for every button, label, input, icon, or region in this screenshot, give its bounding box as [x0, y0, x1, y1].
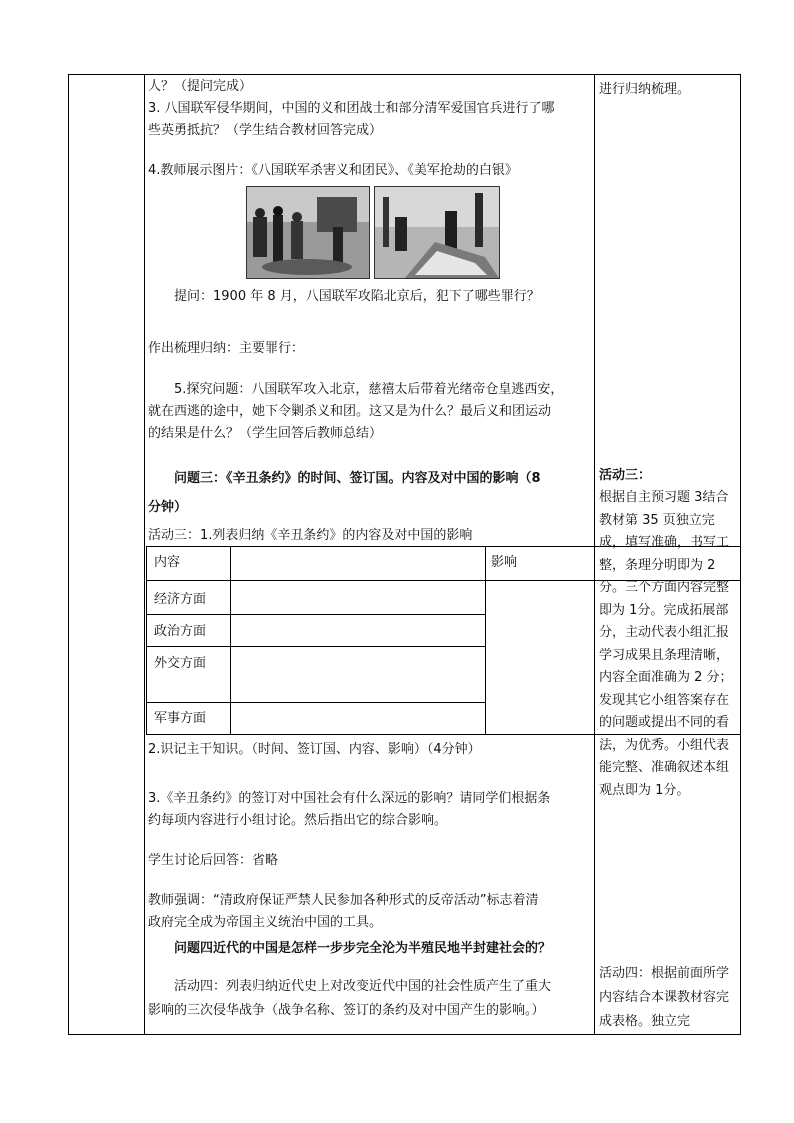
text-line: 提问：1900 年 8 月，八国联军攻陷北京后，犯下了哪些罪行？ [174, 289, 540, 304]
text-line: 约每项内容进行小组讨论。然后指出它的综合影响。 [148, 813, 448, 828]
table-header-content: 内容 [154, 555, 181, 570]
side-activity-three-title: 活动三： [599, 468, 652, 483]
table-row-economic: 经济方面 [154, 592, 207, 607]
table-row-diplomatic: 外交方面 [154, 656, 207, 671]
table-row-political: 政治方面 [154, 624, 207, 639]
side-activity-three-body: 根据自主预习题 3结合教材第 35 页独立完成，填写准确，书写工整，条理分明即为 2分。三个方面内容完整即为 1分。完成拓展部分，主动代表小组汇报学习成果且条理清晰，内容全面准确为 2 分；发现其它小组答案存在的问题或提出不同的看法，为优秀。小组代表能完整、准确叙述本组观点即为 1分。 [599, 490, 733, 798]
table-row-military: 军事方面 [154, 711, 207, 726]
side-note-top: 进行归纳梳理。 [599, 82, 691, 97]
column-divider-2 [594, 74, 595, 1035]
text-line: 2.识记主干知识。（时间、签订国、内容、影响）（4分钟） [148, 742, 481, 757]
photo-massacre [246, 186, 370, 279]
question-three-heading: 问题三：《辛丑条约》的时间、签订国。内容及对中国的影响（8 [174, 471, 541, 486]
table-header-impact: 影响 [491, 555, 518, 570]
question-three-heading-cont: 分钟） [148, 500, 188, 515]
side-activity-four: 活动四：根据前面所学内容结合本课教材容完成表格。独立完 [599, 966, 730, 1029]
text-line: 3. 八国联军侵华期间，中国的义和团战士和部分清军爱国官兵进行了哪 [148, 101, 555, 116]
activity-four-intro-cont: 影响的三次侵华战争（战争名称、签订的条约及对中国产生的影响。） [148, 1003, 545, 1018]
text-line: 教师强调：“清政府保证严禁人民参加各种形式的反帝活动”标志着清 [148, 893, 539, 908]
photo-massacre-image [247, 187, 369, 278]
photo-silver-image [375, 187, 499, 278]
activity-three-intro: 活动三：1.列表归纳《辛丑条约》的内容及对中国的影响 [148, 528, 473, 543]
text-line: 的结果是什么？（学生回答后教师总结） [148, 426, 383, 441]
text-line: 人？（提问完成） [148, 79, 253, 94]
column-divider-1 [144, 74, 145, 1035]
text-line: 就在西逃的途中，她下令剿杀义和团。这又是为什么？最后义和团运动 [148, 404, 552, 419]
text-line: 4.教师展示图片：《八国联军杀害义和团民》、《美军抢劫的白银》 [148, 163, 518, 178]
text-line: 5.探究问题：八国联军攻入北京，慈禧太后带着光绪帝仓皇逃西安， [174, 382, 564, 397]
activity-four-intro: 活动四：列表归纳近代史上对改变近代中国的社会性质产生了重大 [174, 979, 552, 994]
text-line: 政府完全成为帝国主义统治中国的工具。 [148, 915, 383, 930]
text-line: 3.《辛丑条约》的签订对中国社会有什么深远的影响？请同学们根据条 [148, 791, 551, 806]
text-line: 学生讨论后回答：省略 [148, 853, 279, 868]
text-line: 些英勇抵抗？（学生结合教材回答完成） [148, 123, 383, 138]
photo-looted-silver [374, 186, 500, 279]
text-line: 作出梳理归纳：主要罪行： [148, 341, 305, 356]
question-four-heading: 问题四近代的中国是怎样一步步完全沦为半殖民地半封建社会的？ [174, 941, 552, 956]
